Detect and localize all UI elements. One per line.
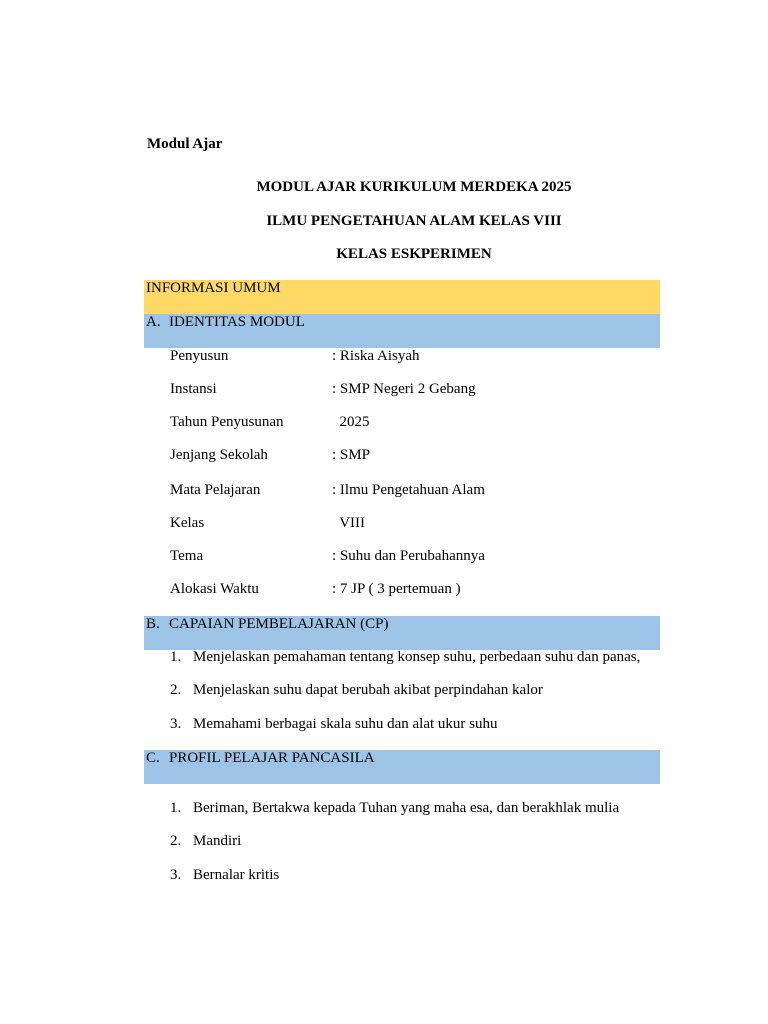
identity-value: : Riska Aisyah bbox=[332, 348, 420, 364]
identity-label: Mata Pelajaran bbox=[170, 482, 261, 498]
title-line-1: MODUL AJAR KURIKULUM MERDEKA 2025 bbox=[256, 179, 572, 195]
list-number: 1. bbox=[170, 649, 182, 665]
section-c-header bbox=[144, 750, 660, 784]
list-number: 3. bbox=[170, 716, 182, 732]
list-item: Memahami berbagai skala suhu dan alat ukur suhu bbox=[193, 716, 498, 732]
informasi-umum-header bbox=[144, 280, 660, 314]
list-number: 3. bbox=[170, 867, 182, 883]
identity-value: VIII bbox=[332, 515, 366, 531]
list-item: Menjelaskan pemahaman tentang konsep suhu, perbedaan suhu dan panas, bbox=[193, 649, 641, 665]
list-item: Beriman, Bertakwa kepada Tuhan yang maha esa, dan berakhlak mulia bbox=[193, 800, 620, 816]
section-c-letter: C. bbox=[146, 750, 160, 766]
list-number: 2. bbox=[170, 682, 182, 698]
title-line-3: KELAS ESKPERIMEN bbox=[336, 246, 492, 262]
identity-value: : Suhu dan Perubahannya bbox=[332, 548, 485, 564]
identity-value: : SMP Negeri 2 Gebang bbox=[332, 381, 476, 397]
identity-value: : 7 JP ( 3 pertemuan ) bbox=[332, 581, 461, 597]
section-a-header bbox=[144, 314, 660, 348]
identity-value: 2025 bbox=[332, 414, 370, 430]
informasi-umum-label: INFORMASI UMUM bbox=[146, 280, 281, 296]
list-item: Mandiri bbox=[193, 833, 242, 849]
identity-label: Kelas bbox=[170, 515, 205, 531]
list-item: Bernalar kritis bbox=[193, 867, 280, 883]
section-b-letter: B. bbox=[146, 616, 160, 632]
identity-label: Instansi bbox=[170, 381, 217, 397]
list-number: 1. bbox=[170, 800, 182, 816]
section-b-title: CAPAIAN PEMBELAJARAN (CP) bbox=[169, 616, 389, 632]
identity-label: Tahun Penyusunan bbox=[170, 414, 284, 430]
section-b-header bbox=[144, 616, 660, 650]
section-a-title: IDENTITAS MODUL bbox=[169, 314, 305, 330]
identity-label: Penyusun bbox=[170, 348, 229, 364]
identity-label: Tema bbox=[170, 548, 204, 564]
identity-value: : SMP bbox=[332, 447, 370, 463]
identity-label: Alokasi Waktu bbox=[170, 581, 259, 597]
title-line-2: ILMU PENGETAHUAN ALAM KELAS VIII bbox=[266, 213, 562, 229]
section-a-letter: A. bbox=[146, 314, 161, 330]
document-label: Modul Ajar bbox=[147, 136, 223, 152]
list-item: Menjelaskan suhu dapat berubah akibat perpindahan kalor bbox=[193, 682, 543, 698]
list-number: 2. bbox=[170, 833, 182, 849]
section-c-title: PROFIL PELAJAR PANCASILA bbox=[169, 750, 375, 766]
identity-label: Jenjang Sekolah bbox=[170, 447, 268, 463]
identity-value: : Ilmu Pengetahuan Alam bbox=[332, 482, 485, 498]
